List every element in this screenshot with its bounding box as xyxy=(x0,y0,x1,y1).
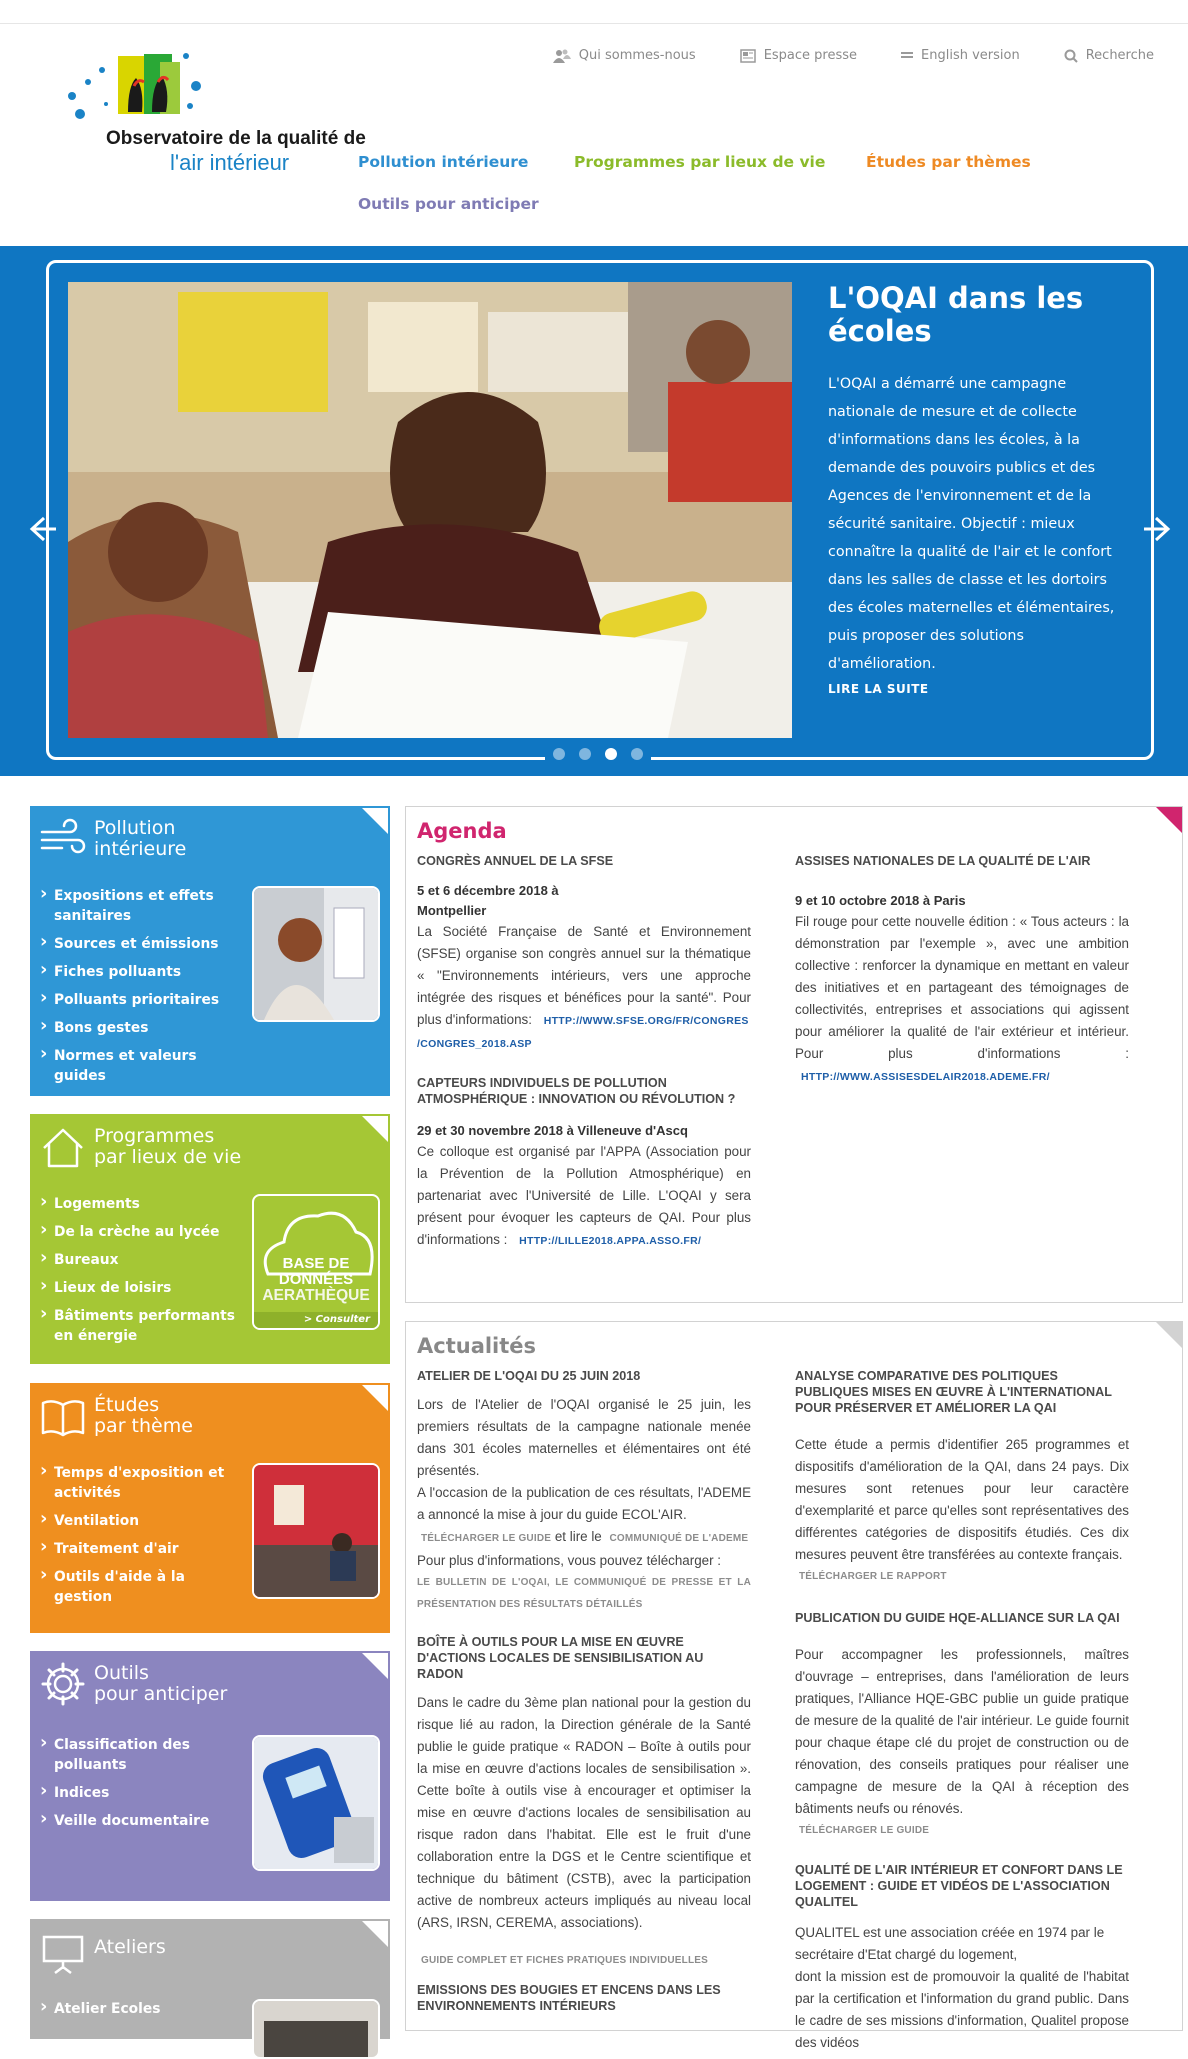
event-text-body: Ce colloque est organisé par l'APPA (Association pour la Prévention de la Pollution Atmosphérique) en partenariat avec l'Université de Lille. L'OQAI y sera présent pour évoquer les capteurs de QAI. Pour plus d'informations : xyxy=(417,1144,751,1247)
util-about[interactable] xyxy=(553,48,696,63)
logo-graphic xyxy=(66,52,356,128)
sidebar-link[interactable]: › Temps d'exposition et activités xyxy=(40,1463,240,1503)
utility-nav xyxy=(553,48,1154,63)
sidebar-link[interactable]: › Bureaux xyxy=(40,1250,240,1270)
badge-line3: AERATHÈQUE xyxy=(262,1287,370,1304)
sidebar-ateliers xyxy=(30,1919,390,2039)
sidebar-link[interactable]: › Classification des polluants xyxy=(40,1735,240,1775)
corner-fold xyxy=(1156,807,1182,833)
agenda-title: Agenda xyxy=(417,819,507,843)
event-text xyxy=(417,921,751,1055)
sidebar-link[interactable]: › Normes et valeurs guides xyxy=(40,1046,240,1086)
hero-photo-illustration xyxy=(68,282,792,738)
hero-body: L'OQAI a démarré une campagne nationale de mesure et de collecte d'informations dans les écoles, à la demande des pouvoirs publics et des Agences de l'environnement et de la sécurité sanitaire. Objectif : mieux connaître la qualité de l'air et le confort dans les salles de classe et les dortoirs des écoles maternelles et élémentaires, puis proposer des solutions d'amélioration. xyxy=(828,376,1115,672)
event-link[interactable]: HTTP://LILLE2018.APPA.ASSO.FR/ xyxy=(519,1235,702,1247)
badge-cta: > Consulter xyxy=(254,1312,378,1328)
agenda-event xyxy=(417,853,751,1055)
sidebar-outils-links xyxy=(40,1735,240,1839)
people-icon xyxy=(553,49,571,63)
sidebar-ateliers-title[interactable]: Ateliers xyxy=(94,1936,166,1958)
news-heading[interactable]: ANALYSE COMPARATIVE DES POLITIQUES PUBLIQUES MISES EN ŒUVRE À L'INTERNATIONAL POUR PRÉSERVER ET AMÉLIORER LA QAI xyxy=(795,1369,1112,1415)
news-text: A l'occasion de la publication de ces résultats, l'ADEME a annoncé la mise à jour du guide ECOL'AIR. xyxy=(417,1485,751,1522)
sidebar-title-line1: Études xyxy=(94,1394,160,1416)
util-english[interactable] xyxy=(901,48,1020,63)
sidebar-link[interactable]: › Ventilation xyxy=(40,1511,240,1531)
util-search-label: Recherche xyxy=(1085,48,1154,63)
news-item xyxy=(795,1368,1129,1588)
event-link[interactable]: HTTP://WWW.ASSISESDELAIR2018.ADEME.FR/ xyxy=(801,1071,1050,1083)
aeratheque-badge[interactable] xyxy=(252,1194,380,1330)
event-heading[interactable]: CAPTEURS INDIVIDUELS DE POLLUTION ATMOSPHÉRIQUE : INNOVATION OU RÉVOLUTION ? xyxy=(417,1076,736,1106)
corner-fold xyxy=(362,1116,388,1142)
sidebar-ateliers-links xyxy=(40,1999,240,2027)
news-title: Actualités xyxy=(417,1334,537,1358)
nav-etudes[interactable]: Études par thèmes xyxy=(866,153,1031,171)
hero-title: L'OQAI dans les écoles xyxy=(828,281,1084,348)
sidebar-etudes xyxy=(30,1383,390,1633)
badge-line2: DONNÉES xyxy=(278,1271,354,1288)
sidebar-outils-title[interactable] xyxy=(94,1663,227,1705)
corner-fold xyxy=(362,1385,388,1411)
event-link-part2[interactable]: /CONGRES_2018.ASP xyxy=(417,1038,532,1050)
news-item xyxy=(417,1368,751,1616)
util-about-label: Qui sommes-nous xyxy=(578,48,696,63)
news-text: Pour plus d'informations, vous pouvez télécharger : xyxy=(417,1553,722,1568)
newspaper-icon xyxy=(740,49,756,63)
event-heading[interactable]: ASSISES NATIONALES DE LA QUALITÉ DE L'AIR xyxy=(795,854,1091,868)
event-text xyxy=(795,911,1129,1088)
news-item xyxy=(417,1634,751,1972)
wind-icon xyxy=(38,814,88,864)
news-text: dont la mission est de promouvoir la qualité de l'habitat par la certification et l'information du grand public. Dans le cadre de ses missions d'information, Qualitel propose des vidéos xyxy=(795,1969,1129,2050)
news-link[interactable]: GUIDE COMPLET ET FICHES PRATIQUES INDIVIDUELLES xyxy=(421,1955,709,1966)
news-text: Lors de l'Atelier de l'OQAI organisé le 25 juin, les premiers résultats de la campagne nationale menée dans 301 écoles maternelles et élémentaires ont été présentés. xyxy=(417,1397,751,1478)
nav-pollution[interactable]: Pollution intérieure xyxy=(358,153,529,171)
sidebar-link[interactable]: › Lieux de loisirs xyxy=(40,1278,240,1298)
news-heading[interactable]: ATELIER DE L'OQAI DU 25 JUIN 2018 xyxy=(417,1369,641,1383)
agenda-panel xyxy=(405,806,1183,1303)
etudes-photo xyxy=(254,1465,378,1597)
news-link[interactable]: LE BULLETIN DE L'OQAI, LE COMMUNIQUÉ DE PRESSE ET LA PRÉSENTATION DES RÉSULTATS DÉTAILLÉS xyxy=(417,1577,751,1610)
sidebar-title-line2: par thème xyxy=(94,1415,193,1437)
nav-programmes[interactable]: Programmes par lieux de vie xyxy=(574,153,826,171)
outils-thumbnail[interactable] xyxy=(252,1735,380,1871)
news-panel xyxy=(405,1321,1183,2050)
search-icon xyxy=(1064,49,1078,63)
util-english-label: English version xyxy=(921,48,1020,63)
ateliers-photo xyxy=(254,2001,378,2059)
news-text: QUALITEL est une association créée en 1974 par le secrétaire d'Etat chargé du logement, xyxy=(795,1925,1105,1962)
sidebar-title-line1: Programmes xyxy=(94,1125,215,1147)
sidebar-programmes-title[interactable] xyxy=(94,1126,241,1168)
sidebar-link[interactable]: › Outils d'aide à la gestion xyxy=(40,1567,240,1607)
sidebar-title-line2: intérieure xyxy=(94,838,187,860)
news-item xyxy=(795,1610,1129,1842)
house-icon xyxy=(38,1122,88,1172)
news-heading[interactable]: PUBLICATION DU GUIDE HQE-ALLIANCE SUR LA QAI xyxy=(795,1611,1120,1625)
carousel-dot-3[interactable] xyxy=(605,748,617,760)
event-text xyxy=(417,1141,751,1252)
sidebar-title-line2: par lieux de vie xyxy=(94,1146,242,1168)
news-heading[interactable]: EMISSIONS DES BOUGIES ET ENCENS DANS LES ENVIRONNEMENTS INTÉRIEURS xyxy=(417,1983,721,2013)
news-link[interactable]: TÉLÉCHARGER LE RAPPORT xyxy=(799,1571,947,1582)
carousel-dots xyxy=(545,748,651,760)
util-press[interactable] xyxy=(740,48,857,63)
sidebar-link[interactable]: › Sources et émissions xyxy=(40,934,240,954)
sidebar-programmes-links xyxy=(40,1194,240,1354)
pollution-photo xyxy=(254,888,378,1020)
sidebar-link[interactable]: › Bâtiments performants en énergie xyxy=(40,1306,240,1346)
outils-photo xyxy=(254,1737,378,1869)
logo-name-line1: Observatoire de la qualité de xyxy=(106,128,366,149)
util-search[interactable] xyxy=(1064,48,1154,63)
news-item xyxy=(795,1862,1129,2054)
pollution-thumbnail[interactable] xyxy=(252,886,380,1022)
sidebar-etudes-title[interactable] xyxy=(94,1395,193,1437)
sidebar-pollution-title[interactable] xyxy=(94,818,186,860)
sidebar-title-line1: Pollution xyxy=(94,817,176,839)
arrow-left-icon[interactable] xyxy=(28,514,58,544)
event-text-body: La Société Française de Santé et Environnement (SFSE) organise son congrès annuel sur la thématique « "Environnements intérieurs, vers une approche intégrée des risques et bénéfices pour la santé". Pour plus d'informations: xyxy=(417,924,751,1027)
oqai-logo[interactable] xyxy=(66,52,366,182)
presentation-icon xyxy=(38,1927,88,1977)
news-link[interactable]: COMMUNIQUÉ DE L'ADEME xyxy=(609,1533,749,1544)
arrow-right-icon[interactable] xyxy=(1142,514,1172,544)
carousel-dot-2[interactable] xyxy=(579,748,591,760)
badge-line1: BASE DE xyxy=(282,1255,350,1272)
event-date-line1: 5 et 6 décembre 2018 à xyxy=(417,883,559,898)
news-link[interactable]: TÉLÉCHARGER LE GUIDE xyxy=(421,1533,552,1544)
menu-icon xyxy=(901,50,913,62)
sidebar-outils xyxy=(30,1651,390,1901)
sidebar-link[interactable]: › Veille documentaire xyxy=(40,1811,240,1831)
logo-name-line2: l'air intérieur xyxy=(170,150,290,175)
book-icon xyxy=(38,1391,88,1441)
news-text: Dans le cadre du 3ème plan national pour la gestion du risque lié au radon, la Direction générale de la Santé publie le guide pratique « RADON – Boîte à outils pour la mise en œuvre d'actions locales de sensibilisation ». Cette boîte à outils vise à encourager et optimiser la mise en œuvre d'actions locales de sensibilisation au risque radon dans l'habitat. Elle est le fruit d'une collaboration entre la DGS et le Centre scientifique et technique du bâtiment (CSTB), avec la participation active de nombreux acteurs impliqués au niveau local (ARS, IRSN, CEREMA, associations). xyxy=(417,1695,751,1930)
event-date: 29 et 30 novembre 2018 à Villeneuve d'Ascq xyxy=(417,1123,688,1138)
corner-fold xyxy=(362,1921,388,1947)
corner-fold xyxy=(362,1653,388,1679)
agenda-event xyxy=(795,853,1129,1088)
sidebar-link[interactable]: › Fiches polluants xyxy=(40,962,240,982)
util-press-label: Espace presse xyxy=(763,48,858,63)
news-link-joiner: et lire le xyxy=(554,1529,602,1544)
event-date: 9 et 10 octobre 2018 à Paris xyxy=(795,893,966,908)
sidebar-link[interactable]: › Logements xyxy=(40,1194,240,1214)
news-links-line xyxy=(417,1526,751,1550)
sidebar-link[interactable]: › Expositions et effets sanitaires xyxy=(40,886,240,926)
news-item xyxy=(417,1982,751,2014)
nav-outils[interactable]: Outils pour anticiper xyxy=(358,195,539,213)
sidebar-programmes xyxy=(30,1114,390,1364)
sidebar-link[interactable]: › Polluants prioritaires xyxy=(40,990,240,1010)
event-link-part1[interactable]: HTTP://WWW.SFSE.ORG/FR/CONGRES xyxy=(543,1015,749,1027)
corner-fold xyxy=(1156,1322,1182,1348)
sidebar-link[interactable]: › Bons gestes xyxy=(40,1018,240,1038)
corner-fold xyxy=(362,808,388,834)
sidebar-pollution-links xyxy=(40,886,240,1094)
event-date-line2: Montpellier xyxy=(417,903,487,918)
top-strip xyxy=(0,0,1188,24)
sidebar-link[interactable]: › Atelier Ecoles xyxy=(40,1999,240,2019)
gear-icon xyxy=(38,1659,88,1709)
hero-carousel xyxy=(0,246,1188,776)
sidebar-etudes-links xyxy=(40,1463,240,1615)
news-text: Cette étude a permis d'identifier 265 programmes et dispositifs d'amélioration de la QAI, dans 24 pays. Dix mesures sont retenues pour leur caractère d'exemplarité et parce qu'elles sont représentatives des différentes catégories de dispositifs étudiés. Ces dix mesures peuvent être transférées au contexte français. xyxy=(795,1437,1129,1562)
event-text-body: Fil rouge pour cette nouvelle édition : « Tous acteurs : la démonstration par l'exemple », avec une ambition collective : renforcer la dynamique en mettant en valeur des initiatives et en partageant des témoignages de collectivités, entreprises et associations qui agissent pour améliorer la qualité de l'air extérieur et intérieur. Pour plus d'informations : xyxy=(795,914,1129,1061)
carousel-dot-4[interactable] xyxy=(631,748,643,760)
sidebar-title-line1: Outils xyxy=(94,1662,149,1684)
news-link[interactable]: TÉLÉCHARGER LE GUIDE xyxy=(799,1825,930,1836)
ateliers-thumbnail[interactable] xyxy=(252,1999,380,2059)
sidebar-link[interactable]: › Indices xyxy=(40,1783,240,1803)
hero-photo[interactable] xyxy=(68,282,792,738)
news-heading[interactable]: BOÎTE À OUTILS POUR LA MISE EN ŒUVRE D'ACTIONS LOCALES DE SENSIBILISATION AU RADON xyxy=(417,1635,704,1681)
sidebar-link[interactable]: › Traitement d'air xyxy=(40,1539,240,1559)
agenda-event xyxy=(417,1075,751,1252)
sidebar-title-line2: pour anticiper xyxy=(94,1683,228,1705)
news-heading[interactable]: QUALITÉ DE L'AIR INTÉRIEUR ET CONFORT DANS LE LOGEMENT : GUIDE ET VIDÉOS DE L'ASSOCIATION QUALITEL xyxy=(795,1863,1123,1909)
news-text: Pour accompagner les professionnels, maîtres d'ouvrage – entreprises, dans l'amélioration de leurs pratiques, l'Alliance HQE-GBC publie un guide pratique de mesure de la qualité de l'air intérieur. Le guide fournit pour chaque étape clé du projet de construction ou de rénovation, des conseils pratiques pour réaliser une campagne de mesure de la QAI à réception des bâtiments neufs ou rénovés. xyxy=(795,1647,1129,1816)
sidebar-link[interactable]: › De la crèche au lycée xyxy=(40,1222,240,1242)
event-heading[interactable]: CONGRÈS ANNUEL DE LA SFSE xyxy=(417,854,614,868)
carousel-dot-1[interactable] xyxy=(553,748,565,760)
read-more-link[interactable]: LIRE LA SUITE xyxy=(828,682,929,696)
sidebar-pollution xyxy=(30,806,390,1096)
etudes-thumbnail[interactable] xyxy=(252,1463,380,1599)
